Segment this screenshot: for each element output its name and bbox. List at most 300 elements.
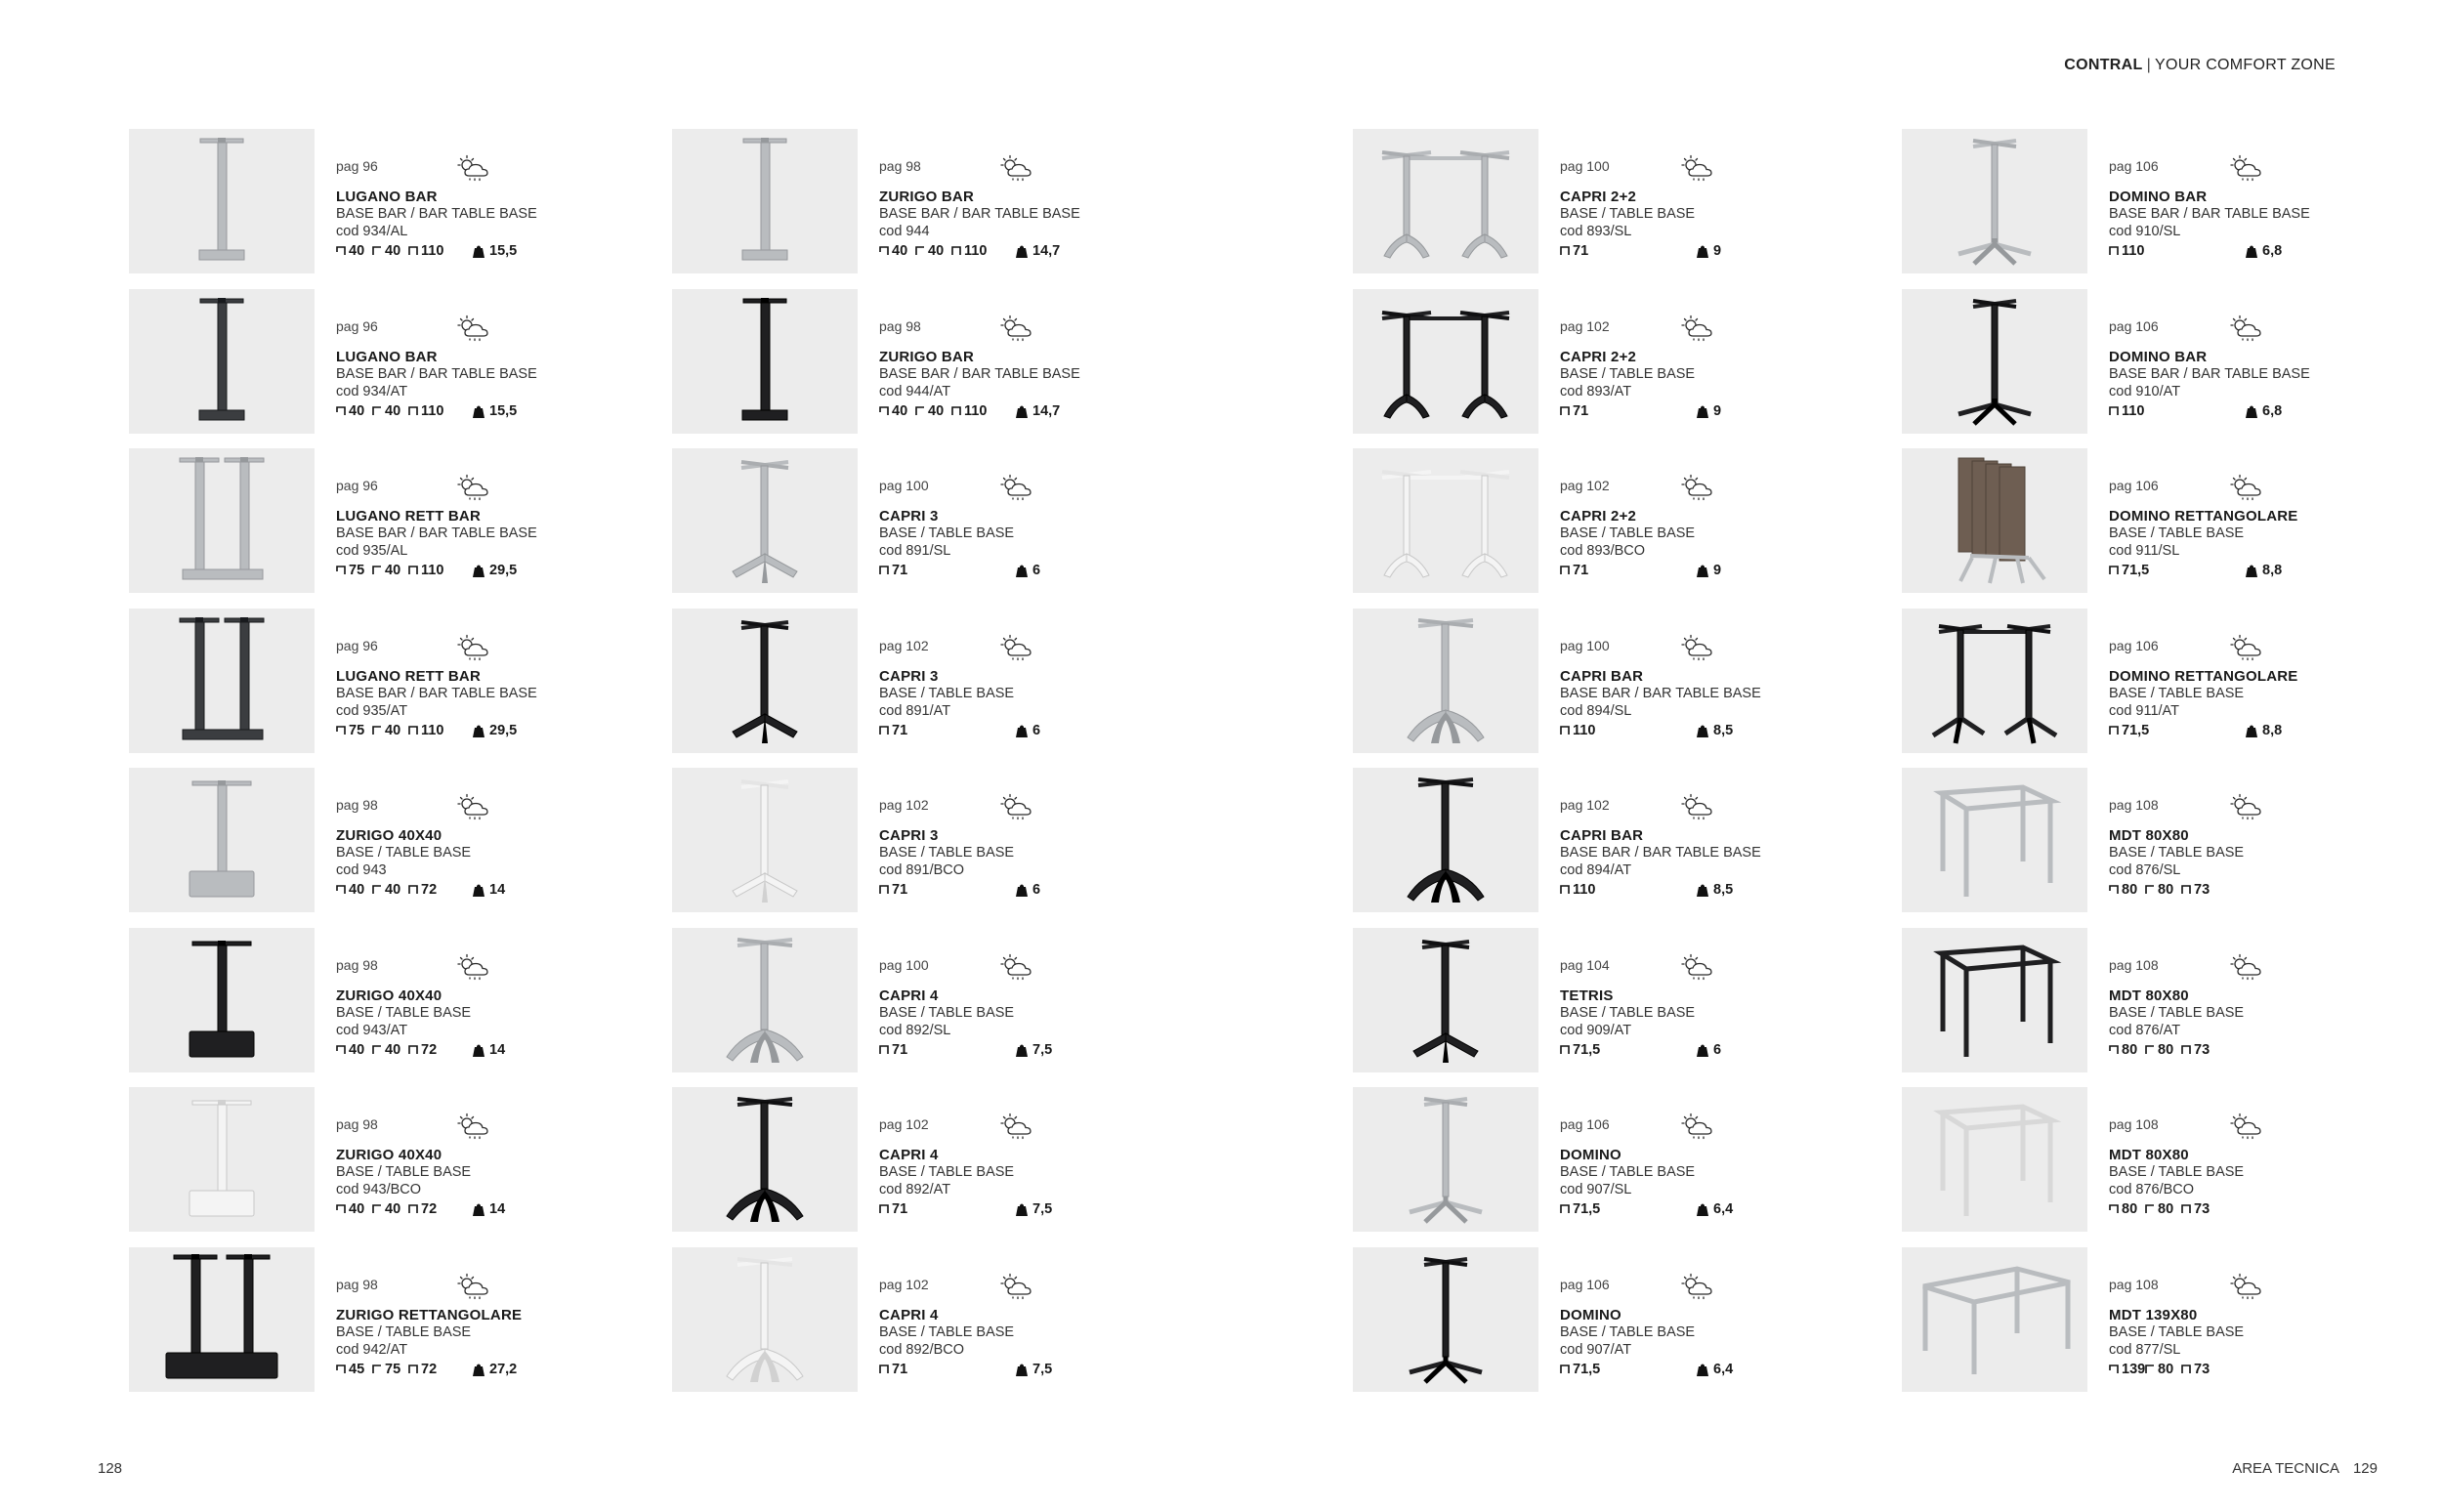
product-description: BASE / TABLE BASE [2109, 845, 2245, 861]
dimension-value: 73 [2194, 1041, 2210, 1058]
dimension-value: 75 [385, 1361, 401, 1377]
depth-icon [372, 726, 385, 735]
page-reference: pag 96 [336, 158, 378, 174]
height-icon [1560, 246, 1573, 256]
product-card [1353, 928, 1773, 1072]
dimension-value: 40 [385, 722, 401, 738]
weight-value: 29,5 [489, 722, 518, 738]
dimension [408, 1362, 437, 1377]
dimension [2145, 1042, 2173, 1058]
dimension-value: 40 [385, 563, 401, 578]
weight-value: 8,8 [2262, 563, 2283, 578]
outdoor-weather-icon [998, 315, 1037, 344]
product-description: BASE BAR / BAR TABLE BASE [879, 365, 1080, 382]
product-description: BASE BAR / BAR TABLE BASE [336, 206, 537, 222]
height-icon [2109, 726, 2122, 735]
product-image [1353, 289, 1538, 434]
width-icon [2109, 1204, 2122, 1214]
weight [473, 1362, 517, 1377]
dimension-value: 45 [349, 1361, 365, 1377]
product-image [129, 448, 315, 593]
weight-value: 9 [1713, 243, 1722, 259]
weight-icon [1697, 564, 1713, 577]
dimensions-row [336, 882, 580, 900]
dimension [372, 403, 400, 419]
product-card [672, 448, 1092, 593]
weight-icon [473, 404, 489, 418]
weight-icon [1016, 564, 1032, 577]
product-name: ZURIGO 40X40 [336, 827, 442, 844]
weight-icon [1697, 404, 1713, 418]
dimension [408, 403, 443, 419]
dimension-value: 110 [421, 563, 444, 578]
outdoor-weather-icon [2228, 953, 2267, 983]
product-name: ZURIGO BAR [879, 348, 974, 365]
product-card [1902, 289, 2322, 434]
product-name: MDT 80X80 [2109, 1147, 2189, 1163]
dimensions-row [879, 243, 1123, 261]
weight [473, 1201, 505, 1217]
dimension-value: 71 [892, 882, 908, 898]
brand-tagline: YOUR COMFORT ZONE [2155, 57, 2336, 73]
product-description: BASE / TABLE BASE [1560, 1004, 1696, 1021]
dimensions-row [879, 1362, 1123, 1379]
product-description: BASE / TABLE BASE [879, 1164, 1015, 1180]
weight [1697, 882, 1733, 898]
product-card [1353, 129, 1773, 273]
weight-icon [1016, 244, 1032, 258]
product-card [129, 928, 549, 1072]
product-card [672, 768, 1092, 912]
height-icon [1560, 1204, 1573, 1214]
product-name: LUGANO BAR [336, 189, 438, 205]
product-image [1353, 129, 1538, 273]
product-code: cod 877/SL [2109, 1341, 2181, 1358]
product-image [672, 609, 858, 753]
outdoor-weather-icon [2228, 1273, 2267, 1302]
dimension-value: 40 [892, 243, 908, 259]
dimension [2109, 243, 2144, 259]
product-description: BASE / TABLE BASE [2109, 525, 2245, 541]
width-icon [2109, 885, 2122, 895]
dimension-value: 80 [2158, 1361, 2174, 1377]
dimension [336, 723, 364, 738]
dimension [2109, 1201, 2137, 1217]
page-reference: pag 102 [879, 1116, 929, 1132]
width-icon [2109, 1045, 2122, 1055]
weight-value: 14 [489, 1201, 506, 1217]
page-reference: pag 96 [336, 637, 378, 653]
weight [1016, 1362, 1052, 1377]
height-icon [408, 246, 421, 256]
height-icon [1560, 1365, 1573, 1374]
dimension [2145, 1201, 2173, 1217]
outdoor-weather-icon [1679, 474, 1718, 503]
dimensions-row [879, 1042, 1123, 1060]
weight [1697, 243, 1721, 259]
dimensions-row [879, 723, 1123, 740]
product-name: CAPRI 3 [879, 827, 939, 844]
weight-icon [1697, 883, 1713, 897]
product-card [672, 609, 1092, 753]
dimension [372, 882, 400, 898]
product-code: cod 876/AT [2109, 1022, 2181, 1038]
dimension [408, 882, 437, 898]
product-name: LUGANO BAR [336, 348, 438, 365]
product-name: CAPRI BAR [1560, 667, 1644, 685]
weight [1016, 882, 1040, 898]
weight [1016, 403, 1060, 419]
dimensions-row [1560, 403, 1804, 421]
weight [1697, 1042, 1721, 1058]
weight-icon [1016, 724, 1032, 737]
outdoor-weather-icon [2228, 474, 2267, 503]
weight [1016, 1201, 1052, 1217]
weight-value: 8,8 [2262, 722, 2283, 738]
dimension-value: 110 [421, 402, 444, 419]
page-number-right: 129 [2352, 1460, 2378, 1477]
product-code: cod 943/AT [336, 1022, 408, 1038]
weight-value: 9 [1713, 402, 1722, 419]
product-code: cod 943 [336, 862, 387, 878]
width-icon [336, 246, 349, 256]
dimension [372, 723, 400, 738]
height-icon [408, 1045, 421, 1055]
dimension [336, 1042, 364, 1058]
weight-icon [1697, 1202, 1713, 1216]
weight-icon [1697, 244, 1713, 258]
weight-value: 6,8 [2262, 243, 2283, 259]
product-description: BASE / TABLE BASE [2109, 1323, 2245, 1340]
dimension [336, 403, 364, 419]
dimension [2109, 723, 2149, 738]
product-name: DOMINO RETTANGOLARE [2109, 508, 2298, 525]
dimension-value: 40 [349, 243, 365, 259]
weight-icon [473, 564, 489, 577]
depth-icon [372, 406, 385, 416]
product-description: BASE BAR / BAR TABLE BASE [1560, 845, 1761, 861]
dimension-value: 71 [1573, 243, 1589, 259]
product-image [1353, 1087, 1538, 1232]
dimension [879, 403, 907, 419]
dimensions-row [1560, 723, 1804, 740]
outdoor-weather-icon [1679, 315, 1718, 344]
dimension [1560, 403, 1588, 419]
product-code: cod 911/AT [2109, 702, 2180, 719]
product-card [1353, 1247, 1773, 1392]
outdoor-weather-icon [998, 953, 1037, 983]
product-card [672, 289, 1092, 434]
product-description: BASE BAR / BAR TABLE BASE [2109, 365, 2310, 382]
depth-icon [915, 246, 928, 256]
product-image [129, 289, 315, 434]
page-reference: pag 98 [336, 1116, 378, 1132]
weight-value: 14 [489, 1041, 506, 1058]
product-code: cod 893/AT [1560, 383, 1632, 399]
product-image [129, 1087, 315, 1232]
product-image [129, 609, 315, 753]
weight-value: 15,5 [489, 402, 518, 419]
dimension-value: 73 [2194, 1361, 2210, 1377]
product-code: cod 893/SL [1560, 224, 1632, 239]
weight-icon [473, 1202, 489, 1216]
weight [473, 723, 517, 738]
height-icon [408, 566, 421, 575]
page-reference: pag 106 [2109, 158, 2159, 174]
height-icon [408, 1365, 421, 1374]
product-name: CAPRI BAR [1560, 827, 1644, 844]
outdoor-weather-icon [1679, 1273, 1718, 1302]
dimensions-row [879, 403, 1123, 421]
weight [473, 882, 505, 898]
weight-value: 27,2 [489, 1361, 518, 1377]
product-card [129, 448, 549, 593]
dimension-value: 80 [2122, 1201, 2138, 1217]
dimension [915, 243, 944, 259]
outdoor-weather-icon [455, 1113, 494, 1142]
product-name: CAPRI 3 [879, 667, 939, 685]
dimensions-row [2109, 403, 2353, 421]
product-image [1353, 609, 1538, 753]
product-card [129, 129, 549, 273]
dimension-value: 71 [892, 1041, 908, 1058]
dimension-value: 71 [892, 1361, 908, 1377]
product-name: ZURIGO BAR [879, 189, 974, 205]
outdoor-weather-icon [455, 154, 494, 184]
dimension-value: 40 [385, 882, 401, 898]
product-description: BASE BAR / BAR TABLE BASE [2109, 206, 2310, 222]
width-icon [336, 406, 349, 416]
height-icon [2181, 1045, 2194, 1055]
product-code: cod 911/SL [2109, 543, 2180, 559]
dimension [372, 1201, 400, 1217]
product-image [129, 928, 315, 1072]
height-icon [879, 1365, 892, 1374]
dimensions-row [2109, 563, 2353, 580]
height-icon [408, 885, 421, 895]
product-card [1353, 448, 1773, 593]
dimension [879, 723, 907, 738]
page-reference: pag 104 [1560, 956, 1610, 973]
weight-value: 14,7 [1032, 402, 1061, 419]
product-description: BASE / TABLE BASE [879, 1004, 1015, 1021]
depth-icon [372, 566, 385, 575]
height-icon [408, 726, 421, 735]
product-image [1902, 928, 2087, 1072]
product-image [1902, 289, 2087, 434]
outdoor-weather-icon [998, 1113, 1037, 1142]
dimension [1560, 1362, 1600, 1377]
product-name: CAPRI 4 [879, 1147, 939, 1163]
outdoor-weather-icon [1679, 953, 1718, 983]
product-image [672, 1247, 858, 1392]
product-card [1353, 609, 1773, 753]
width-icon [879, 406, 892, 416]
page-reference: pag 96 [336, 478, 378, 493]
height-icon [879, 566, 892, 575]
dimension-value: 72 [421, 1201, 438, 1217]
product-code: cod 893/BCO [1560, 543, 1646, 559]
dimension-value: 71,5 [1573, 1201, 1601, 1217]
dimension [336, 243, 364, 259]
width-icon [336, 726, 349, 735]
dimension-value: 139 [2122, 1361, 2146, 1377]
depth-icon [372, 1204, 385, 1214]
dimensions-row [1560, 1042, 1804, 1060]
dimension [372, 1042, 400, 1058]
product-name: ZURIGO RETTANGOLARE [336, 1306, 523, 1323]
product-code: cod 876/BCO [2109, 1182, 2195, 1197]
height-icon [879, 1045, 892, 1055]
width-icon [336, 1204, 349, 1214]
weight-value: 8,5 [1713, 882, 1734, 898]
weight-value: 8,5 [1713, 722, 1734, 738]
weight-icon [2246, 564, 2262, 577]
dimension [2181, 1362, 2210, 1377]
product-image [1353, 1247, 1538, 1392]
dimensions-row [2109, 243, 2353, 261]
height-icon [1560, 1045, 1573, 1055]
width-icon [2109, 1365, 2122, 1374]
height-icon [1560, 406, 1573, 416]
height-icon [2181, 885, 2194, 895]
product-name: DOMINO [1560, 1306, 1621, 1323]
dimension [336, 1201, 364, 1217]
dimension [1560, 563, 1588, 578]
weight [1697, 1362, 1733, 1377]
product-name: DOMINO BAR [2109, 348, 2208, 365]
product-image [1353, 928, 1538, 1072]
product-code: cod 891/AT [879, 702, 951, 719]
weight-icon [1697, 1043, 1713, 1057]
product-code: cod 907/AT [1560, 1341, 1632, 1358]
product-image [672, 289, 858, 434]
dimensions-row [1560, 563, 1804, 580]
page-reference: pag 102 [879, 797, 929, 813]
weight-icon [473, 1363, 489, 1376]
product-code: cod 892/SL [879, 1022, 951, 1038]
dimension [951, 243, 987, 259]
height-icon [2109, 566, 2122, 575]
product-name: TETRIS [1560, 987, 1614, 1004]
dimension-value: 110 [964, 243, 988, 259]
page-reference: pag 98 [336, 797, 378, 813]
section-label: AREA TECNICA [2232, 1460, 2339, 1477]
weight [2246, 403, 2282, 419]
outdoor-weather-icon [1679, 1113, 1718, 1142]
product-description: BASE / TABLE BASE [2109, 1164, 2245, 1180]
dimensions-row [336, 1201, 580, 1219]
weight-icon [1697, 724, 1713, 737]
product-image [672, 1087, 858, 1232]
width-icon [336, 885, 349, 895]
weight [1697, 563, 1721, 578]
dimension [2181, 1201, 2210, 1217]
dimension [2181, 1042, 2210, 1058]
dimension-value: 80 [2158, 882, 2174, 898]
height-icon [879, 1204, 892, 1214]
outdoor-weather-icon [998, 634, 1037, 663]
dimension [1560, 1042, 1600, 1058]
dimension-value: 80 [2122, 1041, 2138, 1058]
page-reference: pag 102 [1560, 797, 1610, 813]
weight-value: 6 [1032, 722, 1041, 738]
dimension [915, 403, 944, 419]
dimension-value: 80 [2122, 882, 2138, 898]
height-icon [1560, 885, 1573, 895]
page-reference: pag 100 [879, 956, 929, 973]
product-card [672, 129, 1092, 273]
brand-separator: | [2146, 57, 2152, 73]
product-code: cod 891/BCO [879, 862, 965, 878]
dimension-value: 71,5 [1573, 1361, 1601, 1377]
width-icon [336, 1365, 349, 1374]
dimension-value: 72 [421, 1041, 438, 1058]
dimension-value: 40 [385, 1041, 401, 1058]
product-card [1902, 1247, 2322, 1392]
product-card [1353, 1087, 1773, 1232]
product-name: CAPRI 2+2 [1560, 508, 1637, 525]
depth-icon [2145, 1045, 2158, 1055]
dimension-value: 40 [349, 882, 365, 898]
dimension-value: 75 [349, 563, 365, 578]
dimension [336, 563, 364, 578]
weight-value: 7,5 [1032, 1041, 1053, 1058]
page-reference: pag 98 [879, 158, 921, 174]
dimensions-row [1560, 243, 1804, 261]
product-description: BASE / TABLE BASE [879, 845, 1015, 861]
dimensions-row [879, 563, 1123, 580]
dimension [336, 882, 364, 898]
dimension-value: 73 [2194, 1201, 2210, 1217]
product-code: cod 892/AT [879, 1182, 951, 1197]
weight-icon [473, 1043, 489, 1057]
product-name: LUGANO RETT BAR [336, 667, 481, 685]
dimensions-row [879, 882, 1123, 900]
weight-value: 14,7 [1032, 243, 1061, 259]
product-code: cod 943/BCO [336, 1182, 422, 1197]
outdoor-weather-icon [2228, 315, 2267, 344]
depth-icon [372, 246, 385, 256]
dimensions-row [1560, 1362, 1804, 1379]
weight-value: 6 [1032, 882, 1041, 898]
product-description: BASE / TABLE BASE [336, 1323, 472, 1340]
product-code: cod 894/AT [1560, 862, 1632, 878]
weight-value: 6 [1032, 563, 1041, 578]
dimension-value: 40 [385, 243, 401, 259]
product-code: cod 876/SL [2109, 862, 2181, 878]
outdoor-weather-icon [2228, 1113, 2267, 1142]
product-description: BASE / TABLE BASE [879, 525, 1015, 541]
dimension-value: 71,5 [2122, 722, 2150, 738]
product-image [672, 928, 858, 1072]
page-reference: pag 108 [2109, 1276, 2159, 1292]
weight-value: 6,4 [1713, 1361, 1734, 1377]
page-reference: pag 96 [336, 317, 378, 334]
product-name: MDT 80X80 [2109, 987, 2189, 1004]
product-image [129, 768, 315, 912]
product-code: cod 944/AT [879, 383, 951, 399]
product-image [129, 1247, 315, 1392]
dimension-value: 71,5 [2122, 563, 2150, 578]
product-card [672, 1087, 1092, 1232]
weight [1697, 403, 1721, 419]
outdoor-weather-icon [998, 474, 1037, 503]
dimension-value: 110 [1573, 722, 1596, 738]
depth-icon [2145, 1204, 2158, 1214]
product-name: MDT 80X80 [2109, 827, 2189, 844]
dimensions-row [1560, 882, 1804, 900]
